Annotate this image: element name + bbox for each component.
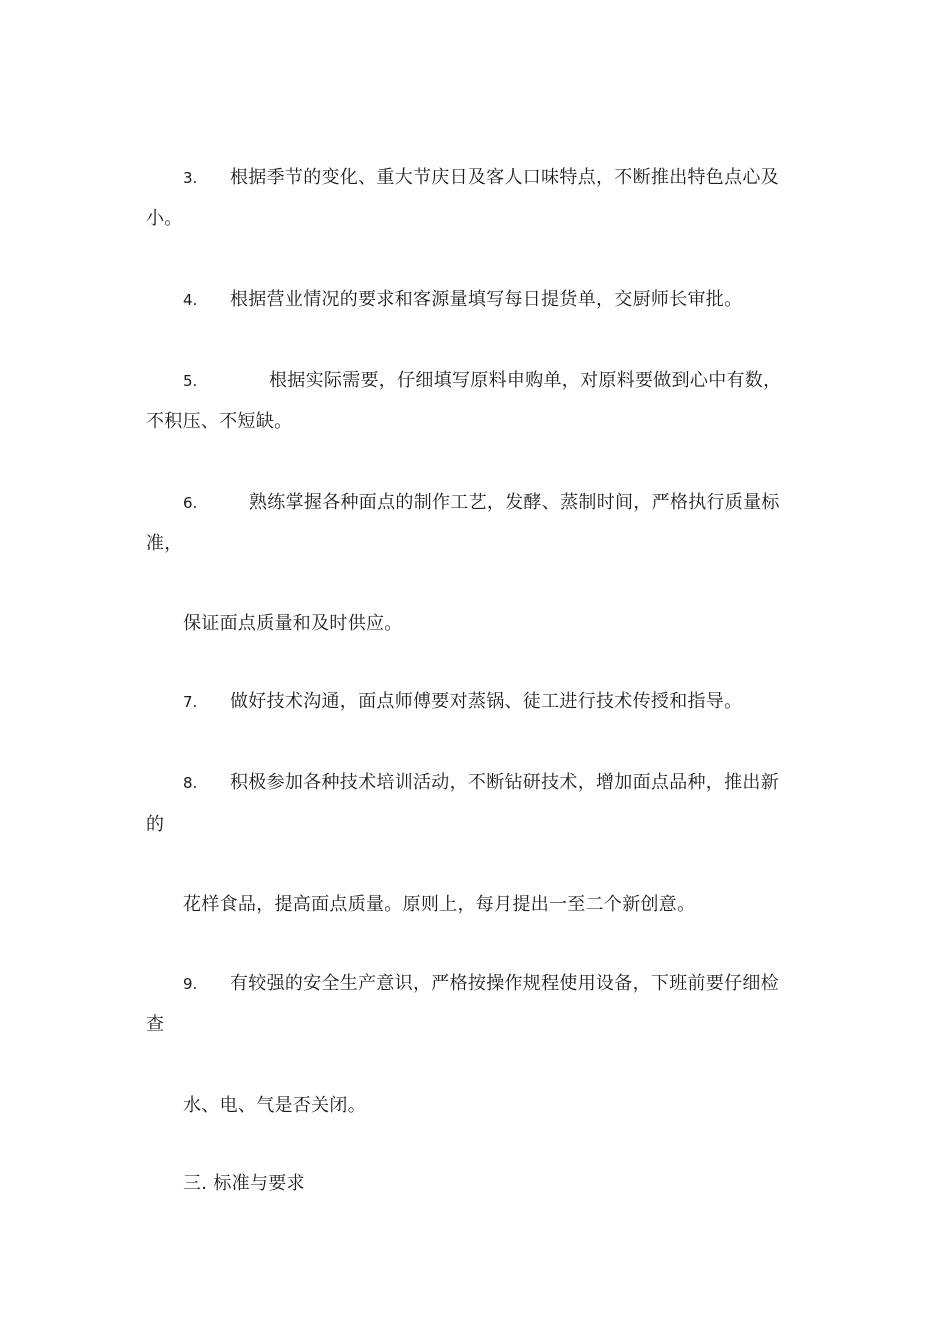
item-5-text-line-1: 根据实际需要，仔细填写原料申购单，对原料要做到心中有数，	[269, 370, 782, 391]
item-3-text-line-2: 小。	[146, 208, 183, 229]
item-7-number: 7.	[183, 693, 198, 711]
item-7-text-line-1: 做好技术沟通，面点师傅要对蒸锅、徒工进行技术传授和指导。	[230, 691, 743, 712]
item-9-number: 9.	[183, 975, 198, 993]
item-9-text-line-2: 查	[146, 1014, 165, 1035]
item-8-number: 8.	[183, 774, 198, 792]
item-9-text-line-3: 水、电、气是否关闭。	[183, 1095, 366, 1116]
item-6-text-line-2: 准，	[146, 533, 183, 554]
item-3-text-line-1: 根据季节的变化、重大节庆日及客人口味特点，不断推出特色点心及	[230, 167, 779, 188]
item-6-number: 6.	[183, 494, 198, 512]
item-5-number: 5.	[183, 372, 198, 390]
item-6-text-line-3: 保证面点质量和及时供应。	[183, 613, 403, 634]
item-8-text-line-1: 积极参加各种技术培训活动，不断钻研技术，增加面点品种，推出新	[230, 772, 779, 793]
item-6-text-line-1: 熟练掌握各种面点的制作工艺，发酵、蒸制时间，严格执行质量标	[249, 492, 780, 513]
item-8-text-line-2: 的	[146, 814, 165, 835]
item-9-text-line-1: 有较强的安全生产意识，严格按操作规程使用设备，下班前要仔细检	[230, 973, 779, 994]
item-5-text-line-2: 不积压、不短缺。	[146, 411, 293, 432]
section-heading: 三. 标准与要求	[183, 1173, 305, 1194]
item-8-text-line-3: 花样食品，提高面点质量。原则上，每月提出一至二个新创意。	[183, 894, 696, 915]
item-3-number: 3.	[183, 169, 198, 187]
item-4-text-line-1: 根据营业情况的要求和客源量填写每日提货单，交厨师长审批。	[230, 289, 743, 310]
item-4-number: 4.	[183, 291, 198, 309]
